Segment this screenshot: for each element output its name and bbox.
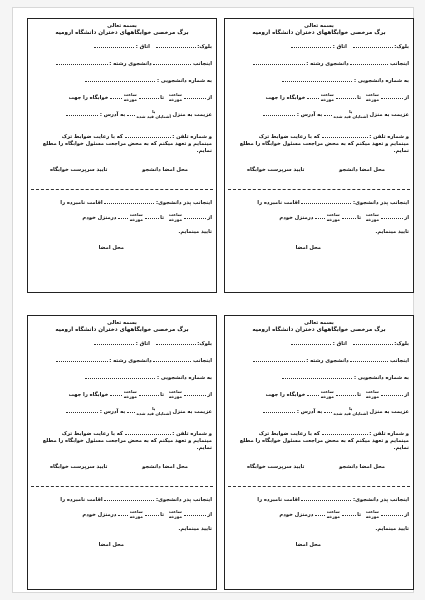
at-home-label: درمنزل خودم <box>279 512 314 519</box>
date-label: مورخه <box>365 513 379 519</box>
destination-row <box>229 110 409 119</box>
form-title: برگ مرخصی خوابگاههای دختران دانشگاه ارومیه <box>252 327 386 333</box>
to-date-field <box>315 214 325 219</box>
date-label: مورخه <box>168 96 182 102</box>
block-room-row <box>229 340 409 348</box>
dorm-leave-label: خوابگاه را جهت <box>68 392 109 399</box>
leave-form <box>27 18 217 293</box>
to-label: تا <box>357 95 362 102</box>
block-room-row <box>32 43 212 51</box>
to-date-field <box>118 214 128 219</box>
from-label: از <box>207 95 212 102</box>
to-field <box>145 214 159 219</box>
at-home-label: درمنزل خودم <box>82 512 117 519</box>
from-field <box>184 94 206 99</box>
student-row <box>229 60 409 68</box>
to-field <box>139 391 159 396</box>
to-label: تا <box>357 512 362 519</box>
student-field-label: دانشجوی رشته : <box>109 61 152 67</box>
time-range-row <box>229 93 409 102</box>
time-range-row <box>32 93 212 102</box>
acquaintance-label: آشنایان قید شده <box>136 410 171 416</box>
date-label: مورخه <box>123 393 137 399</box>
dorm-leave-label: خوابگاه را جهت <box>68 95 109 102</box>
leave-form <box>224 18 414 293</box>
student-number-field <box>282 77 352 82</box>
hour-label: ساعت <box>168 92 182 97</box>
student-number-field <box>85 374 155 379</box>
date-label: مورخه <box>123 96 137 102</box>
hour-label: ساعت <box>365 92 379 97</box>
from-field <box>381 511 403 516</box>
block-label: بلوک: <box>394 44 409 50</box>
undersigned-label: اینجانب <box>193 61 212 67</box>
from-label: از <box>404 512 409 519</box>
date-label: مورخه <box>365 216 379 222</box>
from-field <box>184 391 206 396</box>
from-label: از <box>404 215 409 222</box>
to-hour-date <box>130 213 143 222</box>
dashed-separator <box>228 189 410 190</box>
phone-field <box>322 133 368 138</box>
signature-place-label: محل امضا <box>98 542 124 548</box>
destination-row <box>32 110 212 119</box>
or-label: یا <box>349 406 353 411</box>
student-number-row <box>229 374 409 382</box>
name-field <box>153 357 191 362</box>
undersigned-label: اینجانب <box>193 358 212 364</box>
phone-label: و شماره تلفن : <box>172 431 212 437</box>
date-label: مورخه <box>326 513 340 519</box>
to-hour-date <box>327 213 340 222</box>
to-date-field <box>315 511 325 516</box>
destination-field <box>127 111 135 116</box>
at-home-label: درمنزل خودم <box>82 215 117 222</box>
father-label: اینجانب پدر دانشجوی: <box>353 200 409 206</box>
commitment-text: مینمایم و تعهد میکنم که به محض مراجعت مسئول خوابگاه را مطلع نمایم. <box>239 141 409 155</box>
to-hour-date <box>327 510 340 519</box>
from-field <box>184 214 206 219</box>
student-field-label: دانشجوی رشته : <box>109 358 152 364</box>
hour-label: ساعت <box>168 212 182 217</box>
phone-row <box>32 133 212 141</box>
student-row <box>229 357 409 365</box>
phone-label: و شماره تلفن : <box>369 134 409 140</box>
hour-label: ساعت <box>123 92 137 97</box>
father-time-row <box>32 510 212 519</box>
from-hour-date <box>169 213 182 222</box>
date-label: مورخه <box>365 393 379 399</box>
father-row <box>229 496 409 504</box>
name-field <box>153 60 191 65</box>
supervisor-confirm-label: تایید سرپرست خوابگاه <box>50 464 108 470</box>
date-label: مورخه <box>320 96 334 102</box>
room-label: اتاق : <box>135 341 150 347</box>
from-label: از <box>207 215 212 222</box>
field-of-study-field <box>56 60 108 65</box>
destination-field <box>324 111 332 116</box>
hour-label: ساعت <box>365 389 379 394</box>
phone-row <box>229 133 409 141</box>
from-field <box>381 94 403 99</box>
from-field <box>381 391 403 396</box>
to-date-field <box>307 391 319 396</box>
to-field <box>145 511 159 516</box>
hour-label: ساعت <box>123 389 137 394</box>
commitment-text: مینمایم و تعهد میکنم که به محض مراجعت مسئول خوابگاه را مطلع نمایم. <box>239 438 409 452</box>
to-hour-date <box>124 93 137 102</box>
block-field <box>156 340 196 345</box>
student-number-label: به شماره دانشجویی : <box>353 375 409 381</box>
dashed-separator <box>228 486 410 487</box>
room-field <box>94 340 134 345</box>
bismillah-heading: بسمه تعالی <box>107 23 137 29</box>
or-label: یا <box>152 109 156 114</box>
to-date-field <box>307 94 319 99</box>
to-label: تا <box>357 215 362 222</box>
father-time-row <box>229 510 409 519</box>
destination-row <box>229 407 409 416</box>
room-field <box>291 340 331 345</box>
to-hour-date <box>321 93 334 102</box>
student-field-label: دانشجوی رشته : <box>306 61 349 67</box>
hour-label: ساعت <box>365 509 379 514</box>
hour-label: ساعت <box>365 212 379 217</box>
or-label: یا <box>152 406 156 411</box>
at-address-label: به آدرس : <box>296 112 323 119</box>
father-name-field <box>301 496 351 501</box>
hour-label: ساعت <box>168 509 182 514</box>
leave-form <box>27 315 217 590</box>
acquaintance-label: آشنایان قید شده <box>136 113 171 119</box>
from-label: از <box>404 392 409 399</box>
father-name-field <box>301 199 351 204</box>
time-range-row <box>229 390 409 399</box>
residence-label: اقامت نامبرده را <box>257 200 300 206</box>
from-hour-date <box>169 510 182 519</box>
student-number-row <box>229 77 409 85</box>
at-address-label: به آدرس : <box>99 409 126 416</box>
room-label: اتاق : <box>135 44 150 50</box>
student-number-field <box>85 77 155 82</box>
date-label: مورخه <box>326 216 340 222</box>
supervisor-confirm-label: تایید سرپرست خوابگاه <box>50 167 108 173</box>
to-hour-date <box>130 510 143 519</box>
commitment-text: مینمایم و تعهد میکنم که به محض مراجعت مسئول خوابگاه را مطلع نمایم. <box>42 141 212 155</box>
time-range-row <box>32 390 212 399</box>
confirm-label: تایید مینمایم. <box>178 229 212 235</box>
block-field <box>353 340 393 345</box>
hour-label: ساعت <box>326 509 340 514</box>
student-number-label: به شماره دانشجویی : <box>156 375 212 381</box>
form-title: برگ مرخصی خوابگاههای دختران دانشگاه ارومیه <box>55 30 189 36</box>
student-row <box>32 357 212 365</box>
supervisor-confirm-label: تایید سرپرست خوابگاه <box>247 167 305 173</box>
phone-label: و شماره تلفن : <box>369 431 409 437</box>
student-signature-label: محل امضا دانشجو <box>339 167 385 173</box>
field-of-study-field <box>253 357 305 362</box>
destination-row <box>32 407 212 416</box>
father-name-field <box>104 496 154 501</box>
from-hour-date <box>366 93 379 102</box>
destination-label: عزیمت به منزل <box>369 112 409 119</box>
date-label: مورخه <box>129 513 143 519</box>
to-label: تا <box>160 215 165 222</box>
hour-label: ساعت <box>129 509 143 514</box>
student-number-row <box>32 77 212 85</box>
phone-field <box>125 133 171 138</box>
hour-label: ساعت <box>320 389 334 394</box>
residence-label: اقامت نامبرده را <box>60 497 103 503</box>
destination-field <box>324 408 332 413</box>
student-signature-label: محل امضا دانشجو <box>142 167 188 173</box>
rules-text: که با رعایت ضوابط ترک <box>61 134 123 140</box>
address-field <box>263 408 295 413</box>
address-field <box>263 111 295 116</box>
signature-place-label: محل امضا <box>295 245 321 251</box>
destination-label: عزیمت به منزل <box>172 112 212 119</box>
address-field <box>66 408 98 413</box>
student-signature-label: محل امضا دانشجو <box>339 464 385 470</box>
from-hour-date <box>169 93 182 102</box>
to-label: تا <box>357 392 362 399</box>
at-address-label: به آدرس : <box>296 409 323 416</box>
date-label: مورخه <box>320 393 334 399</box>
to-field <box>336 94 356 99</box>
commitment-text: مینمایم و تعهد میکنم که به محض مراجعت مسئول خوابگاه را مطلع نمایم. <box>42 438 212 452</box>
to-hour-date <box>124 390 137 399</box>
leave-form <box>224 315 414 590</box>
student-number-label: به شماره دانشجویی : <box>156 78 212 84</box>
father-time-row <box>229 213 409 222</box>
rules-text: که با رعایت ضوابط ترک <box>258 134 320 140</box>
father-row <box>229 199 409 207</box>
bismillah-heading: بسمه تعالی <box>304 320 334 326</box>
father-label: اینجانب پدر دانشجوی: <box>156 200 212 206</box>
residence-label: اقامت نامبرده را <box>60 200 103 206</box>
at-home-label: درمنزل خودم <box>279 215 314 222</box>
to-field <box>336 391 356 396</box>
dashed-separator <box>31 486 213 487</box>
block-room-row <box>229 43 409 51</box>
date-label: مورخه <box>365 96 379 102</box>
date-label: مورخه <box>129 216 143 222</box>
destination-label: عزیمت به منزل <box>172 409 212 416</box>
father-row <box>32 496 212 504</box>
to-date-field <box>118 511 128 516</box>
form-title: برگ مرخصی خوابگاههای دختران دانشگاه ارومیه <box>252 30 386 36</box>
from-hour-date <box>169 390 182 399</box>
from-hour-date <box>366 390 379 399</box>
to-label: تا <box>160 512 165 519</box>
undersigned-label: اینجانب <box>390 358 409 364</box>
residence-label: اقامت نامبرده را <box>257 497 300 503</box>
dorm-leave-label: خوابگاه را جهت <box>265 95 306 102</box>
paper-sheet <box>12 7 414 593</box>
hour-label: ساعت <box>320 92 334 97</box>
to-field <box>342 214 356 219</box>
block-field <box>353 43 393 48</box>
to-field <box>342 511 356 516</box>
destination-field <box>127 408 135 413</box>
hour-label: ساعت <box>168 389 182 394</box>
room-field <box>94 43 134 48</box>
bismillah-heading: بسمه تعالی <box>107 320 137 326</box>
name-field <box>350 357 388 362</box>
room-field <box>291 43 331 48</box>
hour-label: ساعت <box>129 212 143 217</box>
supervisor-confirm-label: تایید سرپرست خوابگاه <box>247 464 305 470</box>
phone-label: و شماره تلفن : <box>172 134 212 140</box>
acquaintance-label: آشنایان قید شده <box>333 113 368 119</box>
to-label: تا <box>160 392 165 399</box>
father-row <box>32 199 212 207</box>
room-label: اتاق : <box>332 44 347 50</box>
from-field <box>184 511 206 516</box>
to-date-field <box>110 391 122 396</box>
confirm-label: تایید مینمایم. <box>178 526 212 532</box>
form-title: برگ مرخصی خوابگاههای دختران دانشگاه ارومیه <box>55 327 189 333</box>
from-label: از <box>207 512 212 519</box>
to-field <box>139 94 159 99</box>
or-acquaintance <box>137 407 171 416</box>
student-number-field <box>282 374 352 379</box>
father-time-row <box>32 213 212 222</box>
phone-field <box>322 430 368 435</box>
father-label: اینجانب پدر دانشجوی: <box>353 497 409 503</box>
student-signature-label: محل امضا دانشجو <box>142 464 188 470</box>
or-acquaintance <box>137 110 171 119</box>
or-label: یا <box>349 109 353 114</box>
block-label: بلوک: <box>394 341 409 347</box>
address-field <box>66 111 98 116</box>
phone-field <box>125 430 171 435</box>
or-acquaintance <box>334 407 368 416</box>
student-row <box>32 60 212 68</box>
confirm-label: تایید مینمایم. <box>375 229 409 235</box>
block-field <box>156 43 196 48</box>
block-room-row <box>32 340 212 348</box>
phone-row <box>32 430 212 438</box>
confirm-label: تایید مینمایم. <box>375 526 409 532</box>
block-label: بلوک: <box>197 44 212 50</box>
or-acquaintance <box>334 110 368 119</box>
bismillah-heading: بسمه تعالی <box>304 23 334 29</box>
name-field <box>350 60 388 65</box>
from-hour-date <box>366 213 379 222</box>
rules-text: که با رعایت ضوابط ترک <box>258 431 320 437</box>
date-label: مورخه <box>168 216 182 222</box>
signature-place-label: محل امضا <box>295 542 321 548</box>
from-label: از <box>207 392 212 399</box>
signature-place-label: محل امضا <box>98 245 124 251</box>
destination-label: عزیمت به منزل <box>369 409 409 416</box>
rules-text: که با رعایت ضوابط ترک <box>61 431 123 437</box>
field-of-study-field <box>253 60 305 65</box>
date-label: مورخه <box>168 513 182 519</box>
at-address-label: به آدرس : <box>99 112 126 119</box>
date-label: مورخه <box>168 393 182 399</box>
dorm-leave-label: خوابگاه را جهت <box>265 392 306 399</box>
phone-row <box>229 430 409 438</box>
dashed-separator <box>31 189 213 190</box>
father-name-field <box>104 199 154 204</box>
field-of-study-field <box>56 357 108 362</box>
to-label: تا <box>160 95 165 102</box>
to-hour-date <box>321 390 334 399</box>
undersigned-label: اینجانب <box>390 61 409 67</box>
student-field-label: دانشجوی رشته : <box>306 358 349 364</box>
from-field <box>381 214 403 219</box>
to-date-field <box>110 94 122 99</box>
from-label: از <box>404 95 409 102</box>
room-label: اتاق : <box>332 341 347 347</box>
hour-label: ساعت <box>326 212 340 217</box>
from-hour-date <box>366 510 379 519</box>
block-label: بلوک: <box>197 341 212 347</box>
acquaintance-label: آشنایان قید شده <box>333 410 368 416</box>
student-number-row <box>32 374 212 382</box>
father-label: اینجانب پدر دانشجوی: <box>156 497 212 503</box>
student-number-label: به شماره دانشجویی : <box>353 78 409 84</box>
